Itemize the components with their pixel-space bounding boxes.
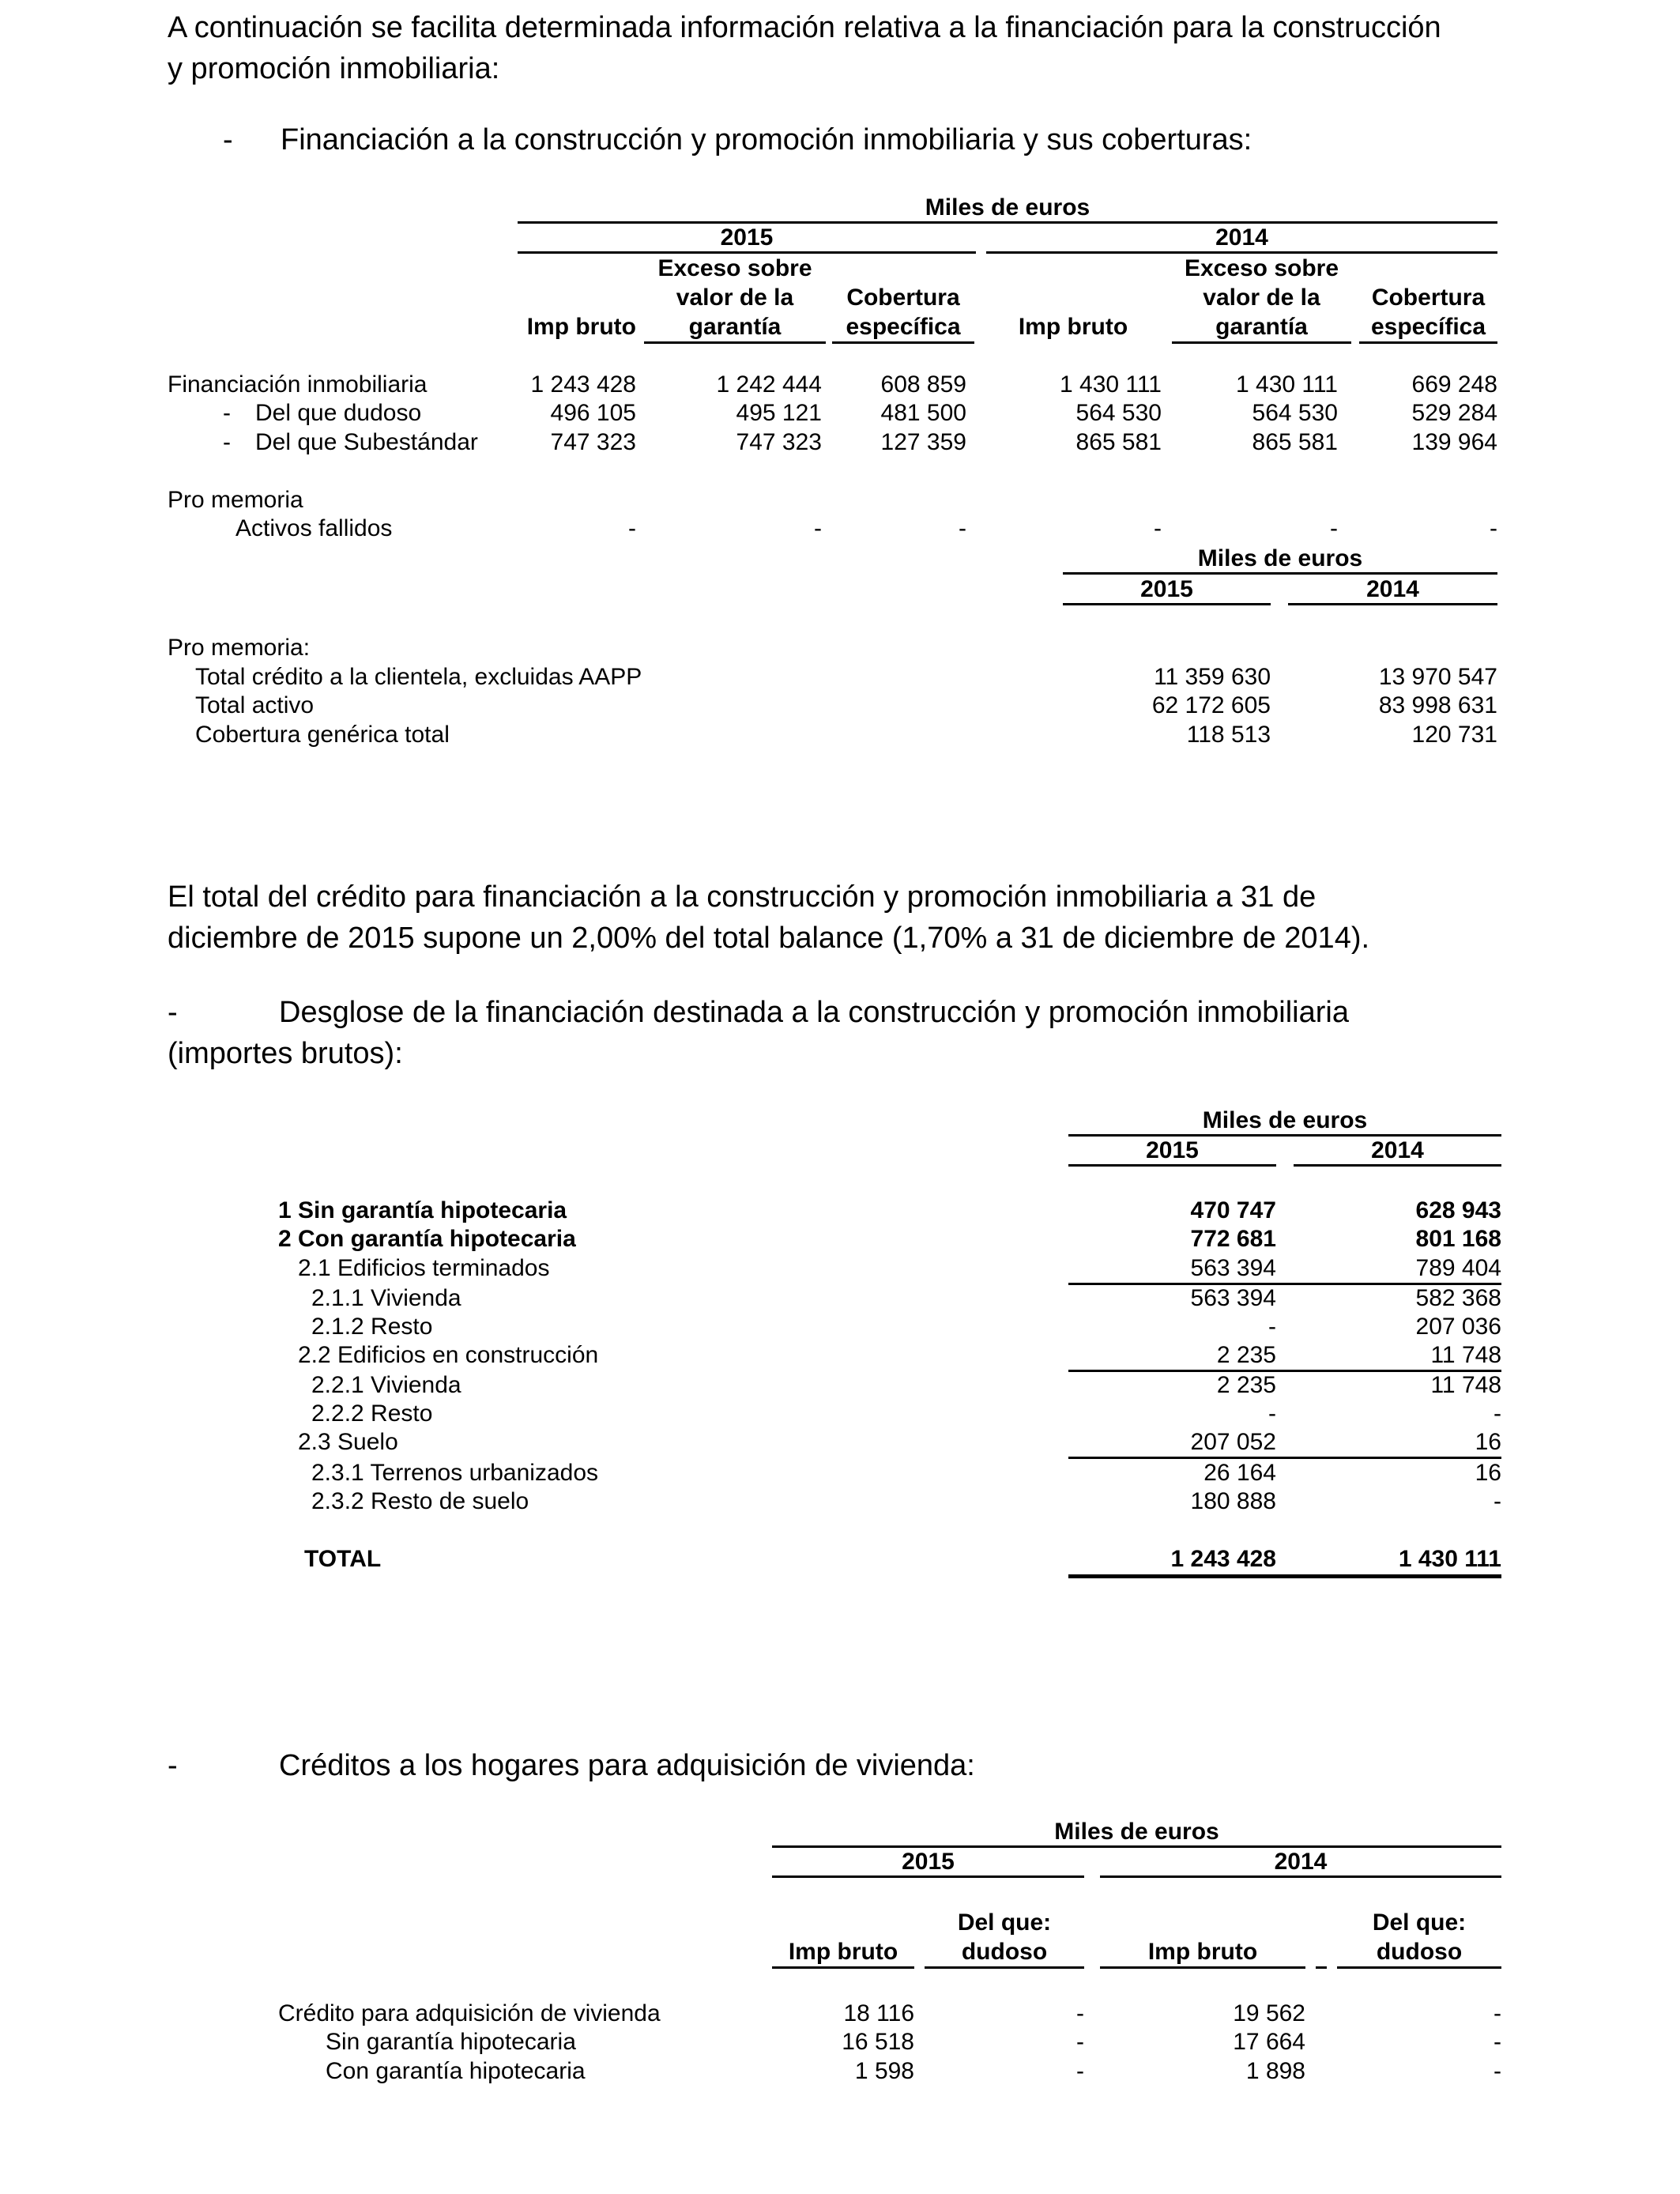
cell: 772 681	[1190, 1226, 1276, 1252]
cell: -	[1268, 1314, 1276, 1340]
section1-year-2015: 2015	[720, 224, 774, 251]
cell: 1 898	[1245, 2058, 1305, 2084]
cell: 2 235	[1216, 1372, 1276, 1398]
section1-col-exceso-2015-l2: valor de la	[676, 285, 794, 311]
para-line-2: diciembre de 2015 supone un 2,00% del total balance (1,70% a 31 de diciembre de 2014).	[168, 922, 1370, 955]
section3-unit-header: Miles de euros	[1202, 1107, 1368, 1133]
row-label: 2.2.2 Resto	[311, 1400, 433, 1427]
cell: -	[814, 515, 822, 541]
section4-col-del-2014-l1: Del que:	[1372, 1909, 1467, 1936]
cell: 118 513	[1186, 722, 1271, 748]
cell: 865 581	[1252, 429, 1338, 455]
section4-year-2015-rule	[772, 1875, 1084, 1878]
row-label: 2.1 Edificios terminados	[298, 1255, 550, 1281]
row-label: 2 Con garantía hipotecaria	[278, 1226, 576, 1252]
section4-dash: -	[168, 1749, 178, 1782]
section4-title: Créditos a los hogares para adquisición de vivienda:	[279, 1749, 975, 1782]
section4-col-del-2015-l2: dudoso	[961, 1939, 1048, 1965]
row-label: 2.3.1 Terrenos urbanizados	[311, 1460, 599, 1486]
cell: 26 164	[1203, 1460, 1276, 1486]
row-dash: -	[223, 400, 231, 426]
section1-col-cob-2015-l2: específica	[846, 314, 961, 340]
cell: 16 518	[842, 2029, 914, 2055]
cell: 18 116	[843, 2000, 914, 2026]
section1-col-exceso-2014-l3: garantía	[1215, 314, 1308, 340]
cell: -	[1076, 2000, 1084, 2026]
cell: 127 359	[880, 429, 966, 455]
row-label: Con garantía hipotecaria	[326, 2058, 586, 2084]
section3-subtotal-rule-3	[1068, 1457, 1501, 1459]
section4-year-2014-rule	[1100, 1875, 1501, 1878]
cell: 747 323	[550, 429, 636, 455]
cell: 801 168	[1415, 1226, 1501, 1252]
section3-dash: -	[168, 996, 178, 1029]
cell: 120 731	[1411, 722, 1497, 748]
cell: 11 748	[1430, 1342, 1501, 1368]
section2-year-2014-rule	[1288, 603, 1497, 605]
section3-total-rule	[1068, 1574, 1501, 1578]
section1-col-cob-2014-l2: específica	[1370, 314, 1486, 340]
section2-year-2015: 2015	[1140, 576, 1193, 602]
section3-year-2015: 2015	[1146, 1137, 1199, 1163]
cell: 563 394	[1190, 1285, 1276, 1311]
intro-line-2: y promoción inmobiliaria:	[168, 52, 500, 85]
cell: 529 284	[1411, 400, 1497, 426]
section1-col-cob-2014-rule	[1359, 341, 1497, 344]
section4-col-del-2014-rule	[1337, 1966, 1501, 1969]
section4-col-imp-2015-rule	[772, 1966, 914, 1969]
cell: -	[1154, 515, 1162, 541]
cell: 13 970 547	[1378, 664, 1497, 690]
section1-col-imp-2015: Imp bruto	[526, 314, 636, 340]
cell: 139 964	[1411, 429, 1497, 455]
cell: 207 036	[1415, 1314, 1501, 1340]
cell: 83 998 631	[1378, 692, 1497, 718]
row-label: Crédito para adquisición de vivienda	[278, 2000, 661, 2026]
cell: 1 243 428	[1170, 1546, 1276, 1572]
row-label: 2.3.2 Resto de suelo	[311, 1488, 529, 1514]
cell: -	[1494, 2058, 1501, 2084]
section4-year-2014: 2014	[1274, 1849, 1328, 1875]
cell: 1 430 111	[1059, 371, 1162, 398]
cell: 19 562	[1233, 2000, 1305, 2026]
row-label: Sin garantía hipotecaria	[326, 2029, 576, 2055]
row-label: TOTAL	[304, 1546, 382, 1572]
row-dash: -	[223, 429, 231, 455]
row-label: 2.1.2 Resto	[311, 1314, 433, 1340]
cell: 564 530	[1252, 400, 1338, 426]
section4-unit-rule	[772, 1845, 1501, 1848]
cell: -	[1494, 2029, 1501, 2055]
section1-year-2014: 2014	[1215, 224, 1268, 251]
row-label: Activos fallidos	[235, 515, 393, 541]
cell: -	[628, 515, 636, 541]
cell: -	[1494, 1400, 1501, 1427]
cell: 470 747	[1190, 1197, 1276, 1223]
cell: -	[1494, 2000, 1501, 2026]
row-label: Financiación inmobiliaria	[168, 371, 428, 398]
section3-year-2014-rule	[1294, 1164, 1501, 1167]
section1-year-2015-rule	[518, 251, 976, 254]
cell: 1 430 111	[1235, 371, 1338, 398]
section4-col-imp-2014: Imp bruto	[1147, 1939, 1258, 1965]
section3-year-2014: 2014	[1371, 1137, 1424, 1163]
cell: -	[1268, 1400, 1276, 1427]
row-label: Del que Subestándar	[255, 429, 478, 455]
row-label: Cobertura genérica total	[195, 722, 450, 748]
section1-col-exceso-2015-rule	[644, 341, 826, 344]
section1-unit-rule	[518, 221, 1497, 224]
section4-year-2015: 2015	[902, 1849, 955, 1875]
section3-title-2: (importes brutos):	[168, 1037, 403, 1070]
cell: 495 121	[736, 400, 822, 426]
cell: 16	[1475, 1429, 1501, 1455]
row-label: 1 Sin garantía hipotecaria	[278, 1197, 567, 1223]
para-line-1: El total del crédito para financiación a la construcción y promoción inmobiliaria a 31 de	[168, 880, 1317, 914]
section1-col-cob-2014-l1: Cobertura	[1371, 285, 1486, 311]
section4-col-imp-2014-rule	[1100, 1966, 1305, 1969]
section1-year-2014-rule	[986, 251, 1497, 254]
section2-pro-memoria: Pro memoria:	[168, 635, 311, 661]
cell: 608 859	[880, 371, 966, 398]
cell: 669 248	[1411, 371, 1497, 398]
section4-unit-header: Miles de euros	[1054, 1819, 1219, 1845]
cell: -	[1490, 515, 1497, 541]
row-label: Del que dudoso	[255, 400, 422, 426]
section2-unit-header: Miles de euros	[1197, 545, 1363, 571]
cell: 62 172 605	[1151, 692, 1271, 718]
section2-year-2014: 2014	[1366, 576, 1419, 602]
row-label: 2.1.1 Vivienda	[311, 1285, 461, 1311]
cell: 564 530	[1075, 400, 1162, 426]
cell: 16	[1475, 1460, 1501, 1486]
section2-year-2015-rule	[1063, 603, 1271, 605]
cell: 1 243 428	[530, 371, 636, 398]
cell: 789 404	[1415, 1255, 1501, 1281]
cell: -	[1076, 2029, 1084, 2055]
cell: 582 368	[1415, 1285, 1501, 1311]
cell: 1 430 111	[1398, 1546, 1501, 1572]
cell: -	[1494, 1488, 1501, 1514]
cell: 628 943	[1415, 1197, 1501, 1223]
section1-col-exceso-2015-l3: garantía	[688, 314, 782, 340]
cell: 207 052	[1190, 1429, 1276, 1455]
cell: -	[959, 515, 966, 541]
cell: -	[1330, 515, 1338, 541]
section1-unit-header: Miles de euros	[925, 194, 1090, 221]
section1-dash: -	[223, 123, 233, 156]
cell: 180 888	[1190, 1488, 1276, 1514]
cell: 496 105	[550, 400, 636, 426]
section1-pro-memoria: Pro memoria	[168, 487, 303, 513]
section1-col-exceso-2015-l1: Exceso sobre	[657, 255, 812, 281]
section4-col-del-2014-l2: dudoso	[1376, 1939, 1463, 1965]
section1-col-exceso-2014-l1: Exceso sobre	[1184, 255, 1339, 281]
cell: 11 359 630	[1154, 664, 1271, 690]
intro-line-1: A continuación se facilita determinada información relativa a la financiación para la construcción	[168, 11, 1441, 44]
section1-title: Financiación a la construcción y promoción inmobiliaria y sus coberturas:	[281, 123, 1252, 156]
section3-title-1: Desglose de la financiación destinada a la construcción y promoción inmobiliaria	[279, 996, 1349, 1029]
row-label: 2.2 Edificios en construcción	[298, 1342, 599, 1368]
section1-col-exceso-2014-rule	[1172, 341, 1351, 344]
cell: 865 581	[1075, 429, 1162, 455]
section4-col-del-2015-l1: Del que:	[957, 1909, 1052, 1936]
row-label: 2.2.1 Vivienda	[311, 1372, 461, 1398]
section1-col-cob-2015-l1: Cobertura	[846, 285, 960, 311]
row-label: Total crédito a la clientela, excluidas AAPP	[195, 664, 642, 690]
cell: 481 500	[880, 400, 966, 426]
cell: 747 323	[736, 429, 822, 455]
section4-col-del-2015-rule	[925, 1966, 1084, 1969]
cell: 2 235	[1216, 1342, 1276, 1368]
cell: 17 664	[1233, 2029, 1305, 2055]
cell: 11 748	[1430, 1372, 1501, 1398]
section4-separator-mark	[1316, 1966, 1327, 1969]
cell: 1 598	[854, 2058, 914, 2084]
section3-unit-rule	[1068, 1134, 1501, 1137]
row-label: Total activo	[195, 692, 315, 718]
cell: 1 242 444	[716, 371, 822, 398]
section3-year-2015-rule	[1068, 1164, 1276, 1167]
row-label: 2.3 Suelo	[298, 1429, 398, 1455]
cell: -	[1076, 2058, 1084, 2084]
section2-unit-rule	[1063, 572, 1497, 575]
section1-col-exceso-2014-l2: valor de la	[1203, 285, 1320, 311]
cell: 563 394	[1190, 1255, 1276, 1281]
section1-col-imp-2014: Imp bruto	[1018, 314, 1128, 340]
section4-col-imp-2015: Imp bruto	[788, 1939, 898, 1965]
section1-col-cob-2015-rule	[832, 341, 974, 344]
